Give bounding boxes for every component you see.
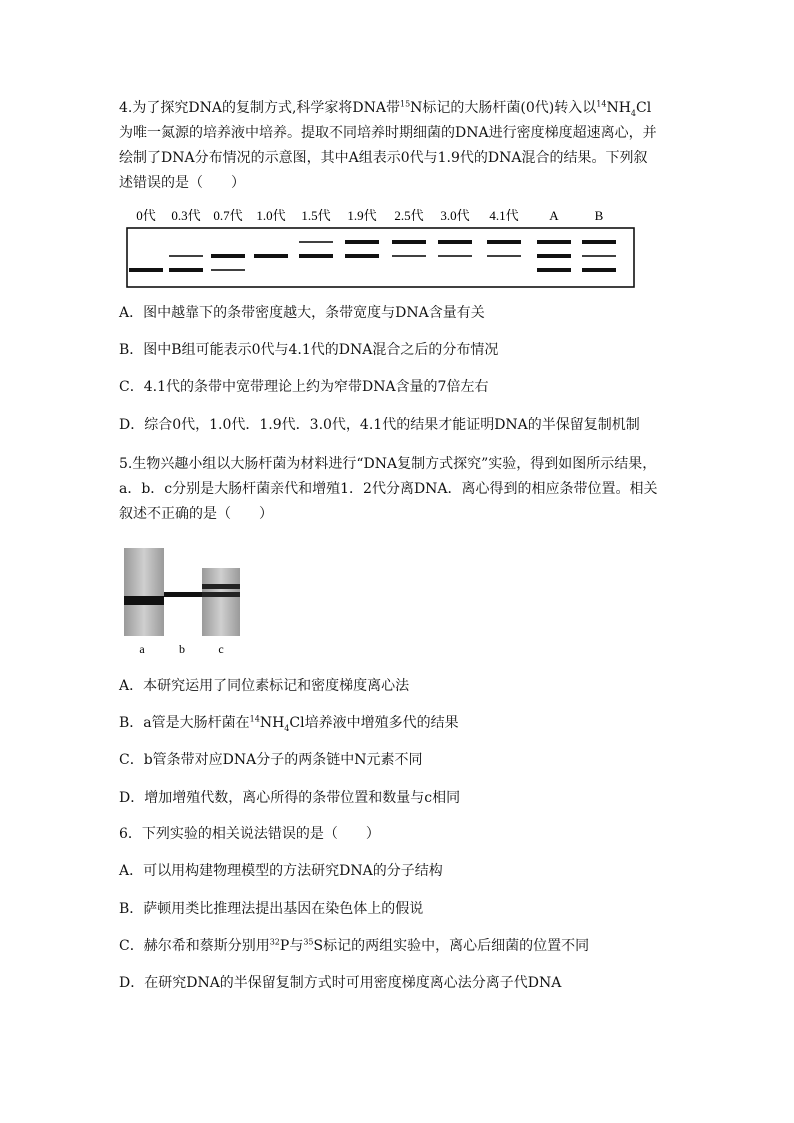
q6-option-d: D．在研究DNA的半保留复制方式时可用密度梯度离心法分离子代DNA <box>119 975 562 991</box>
dna-band <box>537 254 571 258</box>
tube-c-band-upper <box>202 584 240 589</box>
dna-band <box>169 255 203 257</box>
tube-b-band <box>164 592 202 597</box>
dna-band <box>211 254 245 258</box>
text-line: 5.生物兴趣小组以大肠杆菌为材料进行“DNA复制方式探究”实验，得到如图所示结果， <box>119 456 657 472</box>
dna-band <box>537 240 571 244</box>
dna-band <box>438 255 472 257</box>
band-column-label: 1.5代 <box>301 208 331 223</box>
dna-band-chart <box>124 206 644 296</box>
dna-band <box>487 240 521 244</box>
dna-band <box>169 268 203 272</box>
question-5-stem <box>119 452 679 527</box>
dna-band <box>299 241 333 243</box>
tube-a <box>124 548 164 636</box>
dna-band <box>392 240 426 244</box>
q5-option-a: A．本研究运用了同位素标记和密度梯度离心法 <box>119 678 410 694</box>
q4-option-c: C．4.1代的条带中宽带理论上约为窄带DNA含量的7倍左右 <box>119 379 489 395</box>
band-column-label: 3.0代 <box>440 208 470 223</box>
text-line: 4.为了探究DNA的复制方式,科学家将DNA带$^{15}$N标记的大肠杆菌(0代)转入以$^{14}NH_4Cl$ <box>119 99 652 118</box>
band-column-label: 0.7代 <box>213 208 243 223</box>
text-line: a．b．c分别是大肠杆菌亲代和增殖1．2代分离DNA．离心得到的相应条带位置。相关 <box>119 481 658 497</box>
text-line: 叙述不正确的是（ ） <box>119 506 273 522</box>
dna-band <box>254 254 288 258</box>
gel-photo <box>122 546 244 658</box>
q5-option-d: D．增加增殖代数，离心所得的条带位置和数量与c相同 <box>119 790 461 806</box>
dna-band <box>487 255 521 257</box>
gel-label-b: b <box>179 642 185 656</box>
dna-band <box>582 240 616 244</box>
dna-band <box>129 268 163 272</box>
q5-option-c: C．b管条带对应DNA分子的两条链中N元素不同 <box>119 752 423 768</box>
gel-label-a: a <box>139 642 145 656</box>
q6-option-c: C．赫尔希和蔡斯分别用$^{32}$P与$^{35}$S标记的两组实验中，离心后细菌的位置不同 <box>119 937 590 954</box>
band-column-label: B <box>594 208 604 223</box>
band-column-label: 0代 <box>136 208 156 223</box>
band-column-label: 4.1代 <box>489 208 519 223</box>
question-4-stem <box>119 96 679 196</box>
text-line: 绘制了DNA分布情况的示意图，其中A组表示0代与1.9代的DNA混合的结果。下列叙 <box>119 150 648 166</box>
q6-option-a: A．可以用构建物理模型的方法研究DNA的分子结构 <box>119 863 443 879</box>
dna-band <box>438 240 472 244</box>
q5-option-b: B．a管是大肠杆菌在$^{14}NH_4Cl$培养液中增殖多代的结果 <box>119 714 459 733</box>
gel-label-c: c <box>218 642 224 656</box>
dna-band <box>537 268 571 272</box>
dna-band <box>299 254 333 258</box>
band-column-label: 1.9代 <box>347 208 377 223</box>
tube-c <box>202 568 240 636</box>
q4-option-a: A．图中越靠下的条带密度越大，条带宽度与DNA含量有关 <box>119 305 485 321</box>
dna-band <box>392 255 426 257</box>
band-column-label: 2.5代 <box>394 208 424 223</box>
q4-option-b: B．图中B组可能表示0代与4.1代的DNA混合之后的分布情况 <box>119 342 499 358</box>
dna-band <box>582 255 616 257</box>
tube-a-band <box>124 596 164 605</box>
q6-option-b: B．萨顿用类比推理法提出基因在染色体上的假说 <box>119 901 424 917</box>
text-line: 述错误的是（ ） <box>119 175 245 191</box>
dna-band <box>345 254 379 258</box>
band-column-label: 0.3代 <box>171 208 201 223</box>
band-column-label: A <box>549 208 559 223</box>
q4-option-d: D．综合0代，1.0代．1.9代．3.0代，4.1代的结果才能证明DNA的半保留复制机制 <box>119 417 640 433</box>
dna-band <box>211 269 245 271</box>
tube-c-band-lower <box>202 592 240 597</box>
band-column-label: 1.0代 <box>256 208 286 223</box>
dna-band <box>345 240 379 244</box>
text-line: 为唯一氮源的培养液中培养。提取不同培养时期细菌的DNA进行密度梯度超速离心，并 <box>119 125 657 141</box>
dna-band <box>582 268 616 272</box>
question-6-stem: 6．下列实验的相关说法错误的是（ ） <box>119 826 380 842</box>
